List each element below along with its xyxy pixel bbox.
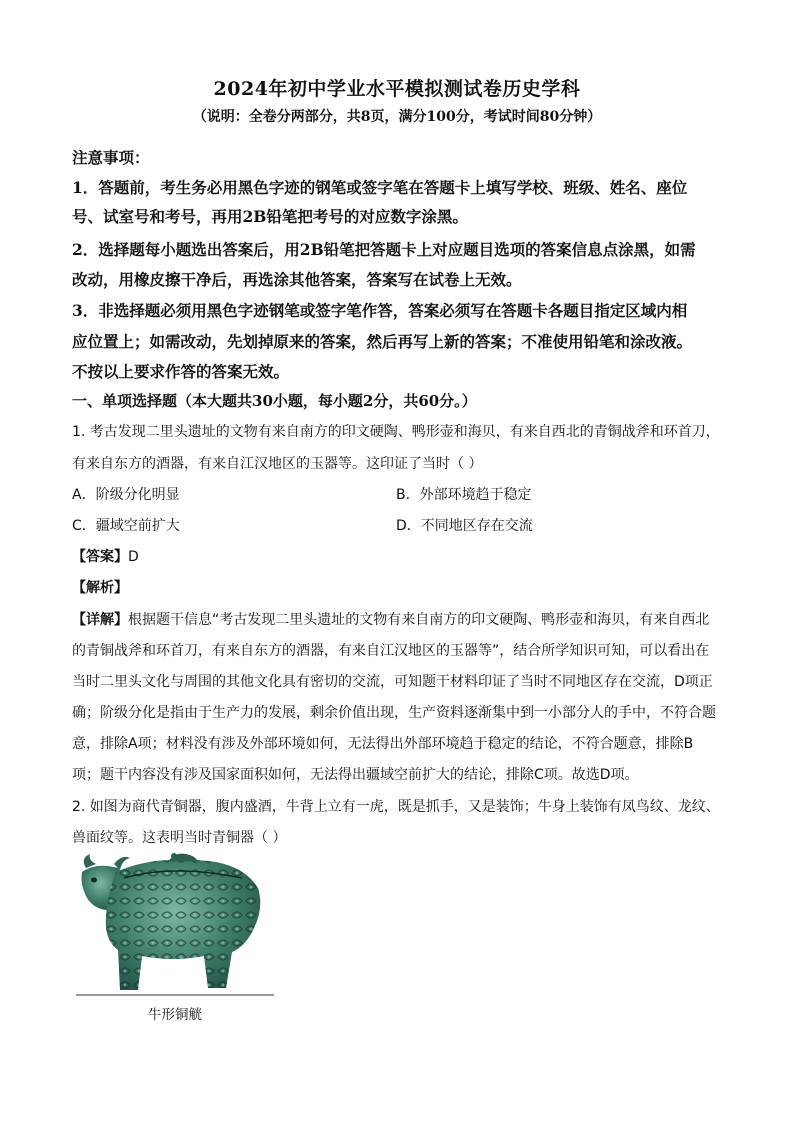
notice-heading: 注意事项： (72, 148, 150, 167)
bronze-ox-vessel-image (76, 852, 274, 998)
notice-line: 号、试室号和考号，再用2B铅笔把考号的对应数字涂黑。 (72, 207, 468, 226)
question-1-option-a: A．阶级分化明显 (72, 487, 180, 503)
detail-line: 项；题干内容没有涉及国家面积如何，无法得出疆域空前扩大的结论，排除C项。故选D项。 (72, 767, 639, 783)
detail-line: 根据题干信息“考古发现二里头遗址的文物有来自南方的印文硬陶、鸭形壶和海贝，有来自西北 (128, 612, 710, 628)
detail-line: 当时二里头文化与周围的其他文化具有密切的交流，可知题干材料印证了当时不同地区存在交流，D项正 (72, 674, 713, 690)
answer-value: D (128, 549, 139, 565)
detail-line: 意，排除A项；材料没有涉及外部环境如何，无法得出外部环境趋于稳定的结论，不符合题意，排除B (72, 736, 694, 752)
question-1-analysis-tag (72, 577, 128, 597)
question-2-stem: 2. 如图为商代青铜器，腹内盛酒，牛背上立有一虎，既是抓手，又是装饰；牛身上装饰有凤鸟纹、龙纹、 (72, 799, 720, 815)
question-1-stem: 有来自东方的酒器，有来自江汉地区的玉器等。这印证了当时（ ） (72, 456, 483, 472)
question-1-answer (72, 546, 139, 566)
notice-line: 1．答题前，考生务必用黑色字迹的钢笔或签字笔在答题卡上填写学校、班级、姓名、座位 (72, 178, 688, 197)
analysis-tag: 【解析】 (72, 580, 128, 596)
section-heading: 一、单项选择题（本大题共30小题，每小题2分，共60分。） (72, 392, 477, 410)
notice-line: 改动，用橡皮擦干净后，再选涂其他答案，答案写在试卷上无效。 (72, 270, 522, 289)
detail-line: 确；阶级分化是指由于生产力的发展，剩余价值出现，生产资料逐渐集中到一小部分人的手中，不符合题 (72, 705, 716, 721)
figure-caption: 牛形铜觥 (148, 1007, 202, 1023)
answer-tag: 【答案】 (72, 549, 128, 565)
notice-line: 3．非选择题必须用黑色字迹钢笔或签字笔作答，答案必须写在答题卡各题目指定区域内相 (72, 301, 688, 320)
notice-line: 应位置上；如需改动，先划掉原来的答案，然后再写上新的答案；不准使用铅笔和涂改液。 (72, 332, 693, 351)
question-1-stem: 1. 考古发现二里头遗址的文物有来自南方的印文硬陶、鸭形壶和海贝，有来自西北的青铜战斧和环首刀， (72, 424, 720, 440)
question-1-option-d: D．不同地区存在交流 (396, 518, 533, 534)
page-subtitle: （说明：全卷分两部分，共8页，满分100分，考试时间80分钟） (192, 109, 602, 125)
detail-line: 的青铜战斧和环首刀，有来自东方的酒器，有来自江汉地区的玉器等”，结合所学知识可知，可以看出在 (72, 643, 710, 659)
notice-line: 2．选择题每小题选出答案后，用2B铅笔把答题卡上对应题目选项的答案信息点涂黑，如需 (72, 240, 696, 259)
notice-line: 不按以上要求作答的答案无效。 (72, 362, 290, 381)
bronze-ox-vessel-illustration (76, 852, 274, 998)
question-2-stem: 兽面纹等。这表明当时青铜器（ ） (72, 830, 287, 846)
question-1-option-c: C．疆域空前扩大 (72, 518, 180, 534)
detail-tag: 【详解】 (72, 612, 128, 628)
question-1-option-b: B．外部环境趋于稳定 (396, 487, 532, 503)
question-1-detail (72, 609, 709, 629)
page-title: 2024年初中学业水平模拟测试卷历史学科 (213, 78, 581, 100)
